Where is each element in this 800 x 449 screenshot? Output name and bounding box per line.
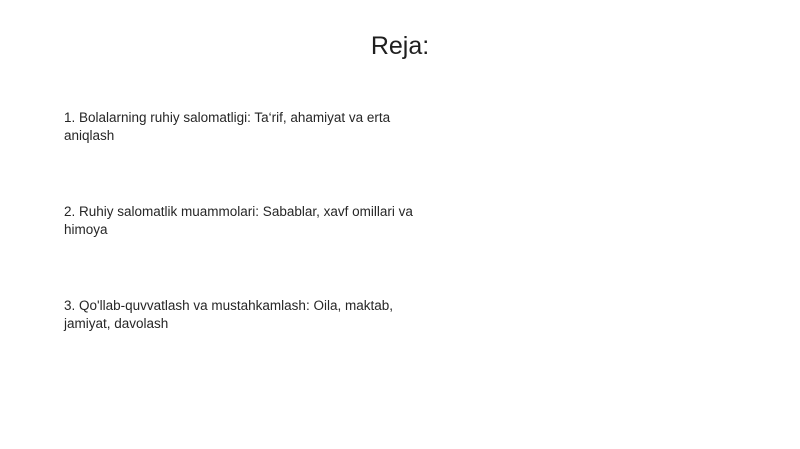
plan-list [64,109,414,333]
plan-item-3: 3. Qo'llab-quvvatlash va mustahkamlash: Oila, maktab, jamiyat, davolash [64,298,393,331]
slide-title: Reja: [370,32,430,60]
plan-item-1: 1. Bolalarning ruhiy salomatligi: Ta‘rif, ahamiyat va erta aniqlash [64,110,391,143]
plan-item-2: 2. Ruhiy salomatlik muammolari: Sabablar, xavf omillari va himoya [64,204,413,237]
